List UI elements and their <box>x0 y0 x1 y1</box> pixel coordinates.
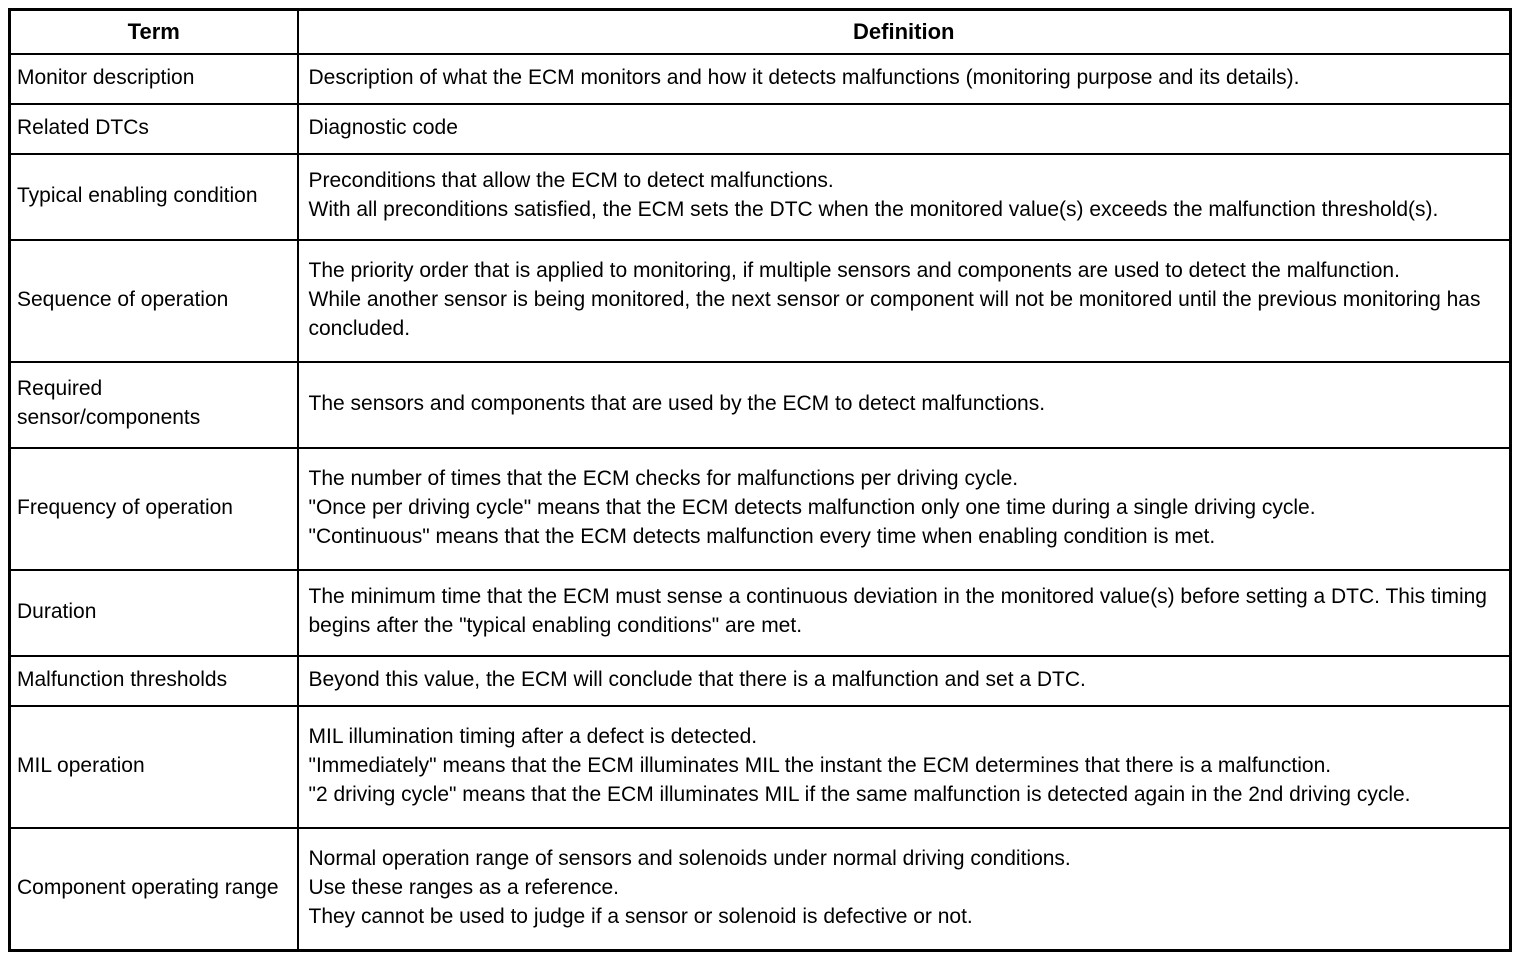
table-row <box>10 570 1511 656</box>
definition-paragraph: They cannot be used to judge if a sensor or solenoid is defective or not. <box>308 904 973 928</box>
definition-cell <box>298 828 1511 951</box>
header-row <box>10 10 1511 55</box>
definition-paragraph: Preconditions that allow the ECM to detect malfunctions. <box>308 169 834 193</box>
definition-paragraph: The sensors and components that are used by the ECM to detect malfunctions. <box>308 391 1046 415</box>
term-cell: Sequence of operation <box>10 240 298 362</box>
definition-paragraph: The priority order that is applied to monitoring, if multiple sensors and components are used to detect the malfunction. <box>308 258 1400 282</box>
definition-paragraph: "Immediately" means that the ECM illuminates MIL the instant the ECM determines that there is a malfunction. <box>308 753 1332 777</box>
definition-cell <box>298 656 1511 706</box>
term-cell: Component operating range <box>10 828 298 951</box>
table-row <box>10 706 1511 828</box>
definition-paragraph: With all preconditions satisfied, the ECM sets the DTC when the monitored value(s) exceeds the malfunction threshold(s). <box>308 198 1439 222</box>
definition-column-header: Definition <box>298 10 1511 55</box>
term-cell: MIL operation <box>10 706 298 828</box>
definition-cell <box>298 104 1511 154</box>
table-row <box>10 54 1511 104</box>
table-row <box>10 448 1511 570</box>
definition-paragraph: Use these ranges as a reference. <box>308 875 620 899</box>
table-row <box>10 656 1511 706</box>
definition-paragraph: The number of times that the ECM checks for malfunctions per driving cycle. <box>308 466 1019 490</box>
definition-cell <box>298 448 1511 570</box>
term-cell: Typical enabling condition <box>10 154 298 240</box>
table-row <box>10 240 1511 362</box>
definition-paragraph: "2 driving cycle" means that the ECM illuminates MIL if the same malfunction is detected again in the 2nd driving cycle. <box>308 782 1411 806</box>
term-cell: Required sensor/components <box>10 362 298 448</box>
term-column-header: Term <box>10 10 298 55</box>
definition-paragraph: The minimum time that the ECM must sense a continuous deviation in the monitored value(s) before setting a DTC. This timing begins after the "typical enabling conditions" are met. <box>308 585 1487 638</box>
definition-cell <box>298 240 1511 362</box>
definition-paragraph: "Once per driving cycle" means that the ECM detects malfunction only one time during a single driving cycle. <box>308 495 1316 519</box>
definition-paragraph: Normal operation range of sensors and solenoids under normal driving conditions. <box>308 846 1071 870</box>
definition-cell <box>298 154 1511 240</box>
term-cell: Related DTCs <box>10 104 298 154</box>
table-row <box>10 828 1511 951</box>
term-cell: Malfunction thresholds <box>10 656 298 706</box>
definitions-table <box>8 8 1512 952</box>
term-cell: Duration <box>10 570 298 656</box>
term-cell: Frequency of operation <box>10 448 298 570</box>
definition-cell <box>298 362 1511 448</box>
table-row <box>10 154 1511 240</box>
definition-cell <box>298 706 1511 828</box>
definition-paragraph: Description of what the ECM monitors and how it detects malfunctions (monitoring purpose and its details). <box>308 66 1300 90</box>
definition-paragraph: While another sensor is being monitored, the next sensor or component will not be monitored until the previous monitoring has concluded. <box>308 287 1481 340</box>
definition-paragraph: Beyond this value, the ECM will conclude that there is a malfunction and set a DTC. <box>308 667 1086 691</box>
table-row <box>10 104 1511 154</box>
definition-cell <box>298 54 1511 104</box>
definition-cell <box>298 570 1511 656</box>
definition-paragraph: "Continuous" means that the ECM detects malfunction every time when enabling condition is met. <box>308 524 1216 548</box>
term-cell: Monitor description <box>10 54 298 104</box>
definition-paragraph: MIL illumination timing after a defect is detected. <box>308 724 758 748</box>
definition-paragraph: Diagnostic code <box>308 116 458 140</box>
table-row <box>10 362 1511 448</box>
